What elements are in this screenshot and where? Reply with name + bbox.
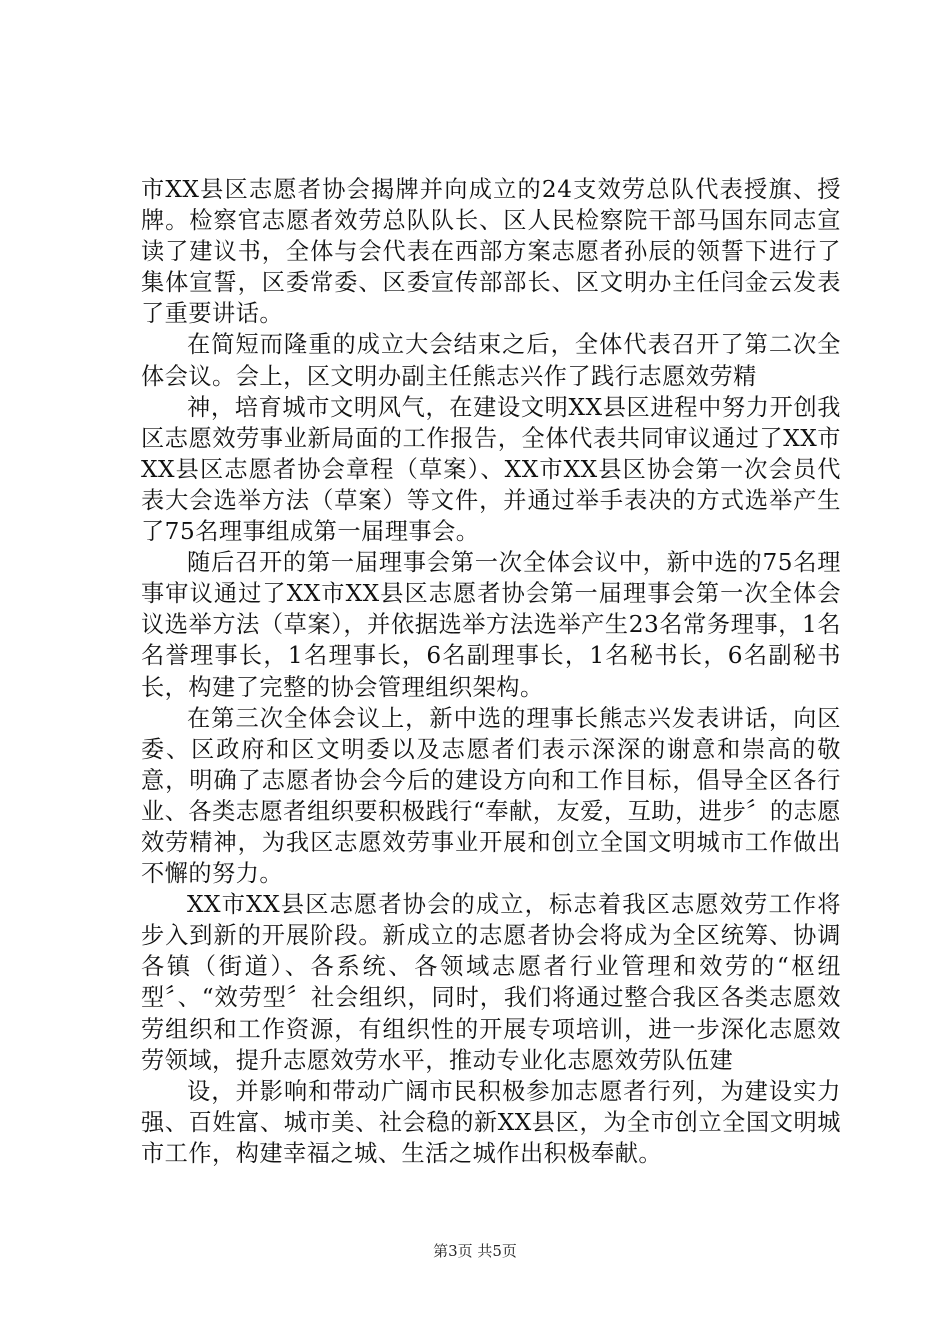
body-text [141, 174, 841, 1169]
paragraph-4: 随后召开的第一届理事会第一次全体会议中，新中选的75名理事审议通过了XX市XX县区志愿者协会第一届理事会第一次全体会议选举方法（草案），并依据选举方法选举产生23名常务理事，1名名誉理事长，1名理事长，6名副理事长，1名秘书长，6名副秘书长，构建了完整的协会管理组织架构。 [141, 549, 841, 701]
page-number-footer: 第3页 共5页 [433, 1242, 517, 1260]
paragraph-7: 设，并影响和带动广阔市民积极参加志愿者行列，为建设实力强、百姓富、城市美、社会稳的新XX县区，为全市创立全国文明城市工作，构建幸福之城、生活之城作出积极奉献。 [141, 1077, 841, 1167]
paragraph-2: 在简短而隆重的成立大会结束之后，全体代表召开了第二次全体会议。会上，区文明办副主任熊志兴作了践行志愿效劳精 [141, 331, 841, 390]
paragraph-6: XX市XX县区志愿者协会的成立，标志着我区志愿效劳工作将步入到新的开展阶段。新成立的志愿者协会将成为全区统筹、协调各镇（街道）、各系统、各领域志愿者行业管理和效劳的“枢纽型〞、“效劳型〞社会组织，同时，我们将通过整合我区各类志愿效劳组织和工作资源，有组织性的开展专项培训，进一步深化志愿效劳领域，提升志愿效劳水平，推动专业化志愿效劳队伍建 [141, 891, 841, 1074]
paragraph-3: 神，培育城市文明风气，在建设文明XX县区进程中努力开创我区志愿效劳事业新局面的工作报告，全体代表共同审议通过了XX市XX县区志愿者协会章程（草案）、XX市XX县区协会第一次会员代表大会选举方法（草案）等文件，并通过举手表决的方式选举产生了75名理事组成第一届理事会。 [141, 393, 841, 546]
paragraph-5: 在第三次全体会议上，新中选的理事长熊志兴发表讲话，向区委、区政府和区文明委以及志愿者们表示深深的谢意和崇高的敬意，明确了志愿者协会今后的建设方向和工作目标，倡导全区各行业、各类志愿者组织要积极践行“奉献，友爱，互助，进步〞的志愿效劳精神，为我区志愿效劳事业开展和创立全国文明城市工作做出不懈的努力。 [141, 704, 841, 888]
paragraph-1: 市XX县区志愿者协会揭牌并向成立的24支效劳总队代表授旗、授牌。检察官志愿者效劳总队队长、区人民检察院干部马国东同志宣读了建议书，全体与会代表在西部方案志愿者孙辰的领誓下进行了集体宣誓，区委常委、区委宣传部部长、区文明办主任闫金云发表了重要讲话。 [141, 176, 841, 328]
